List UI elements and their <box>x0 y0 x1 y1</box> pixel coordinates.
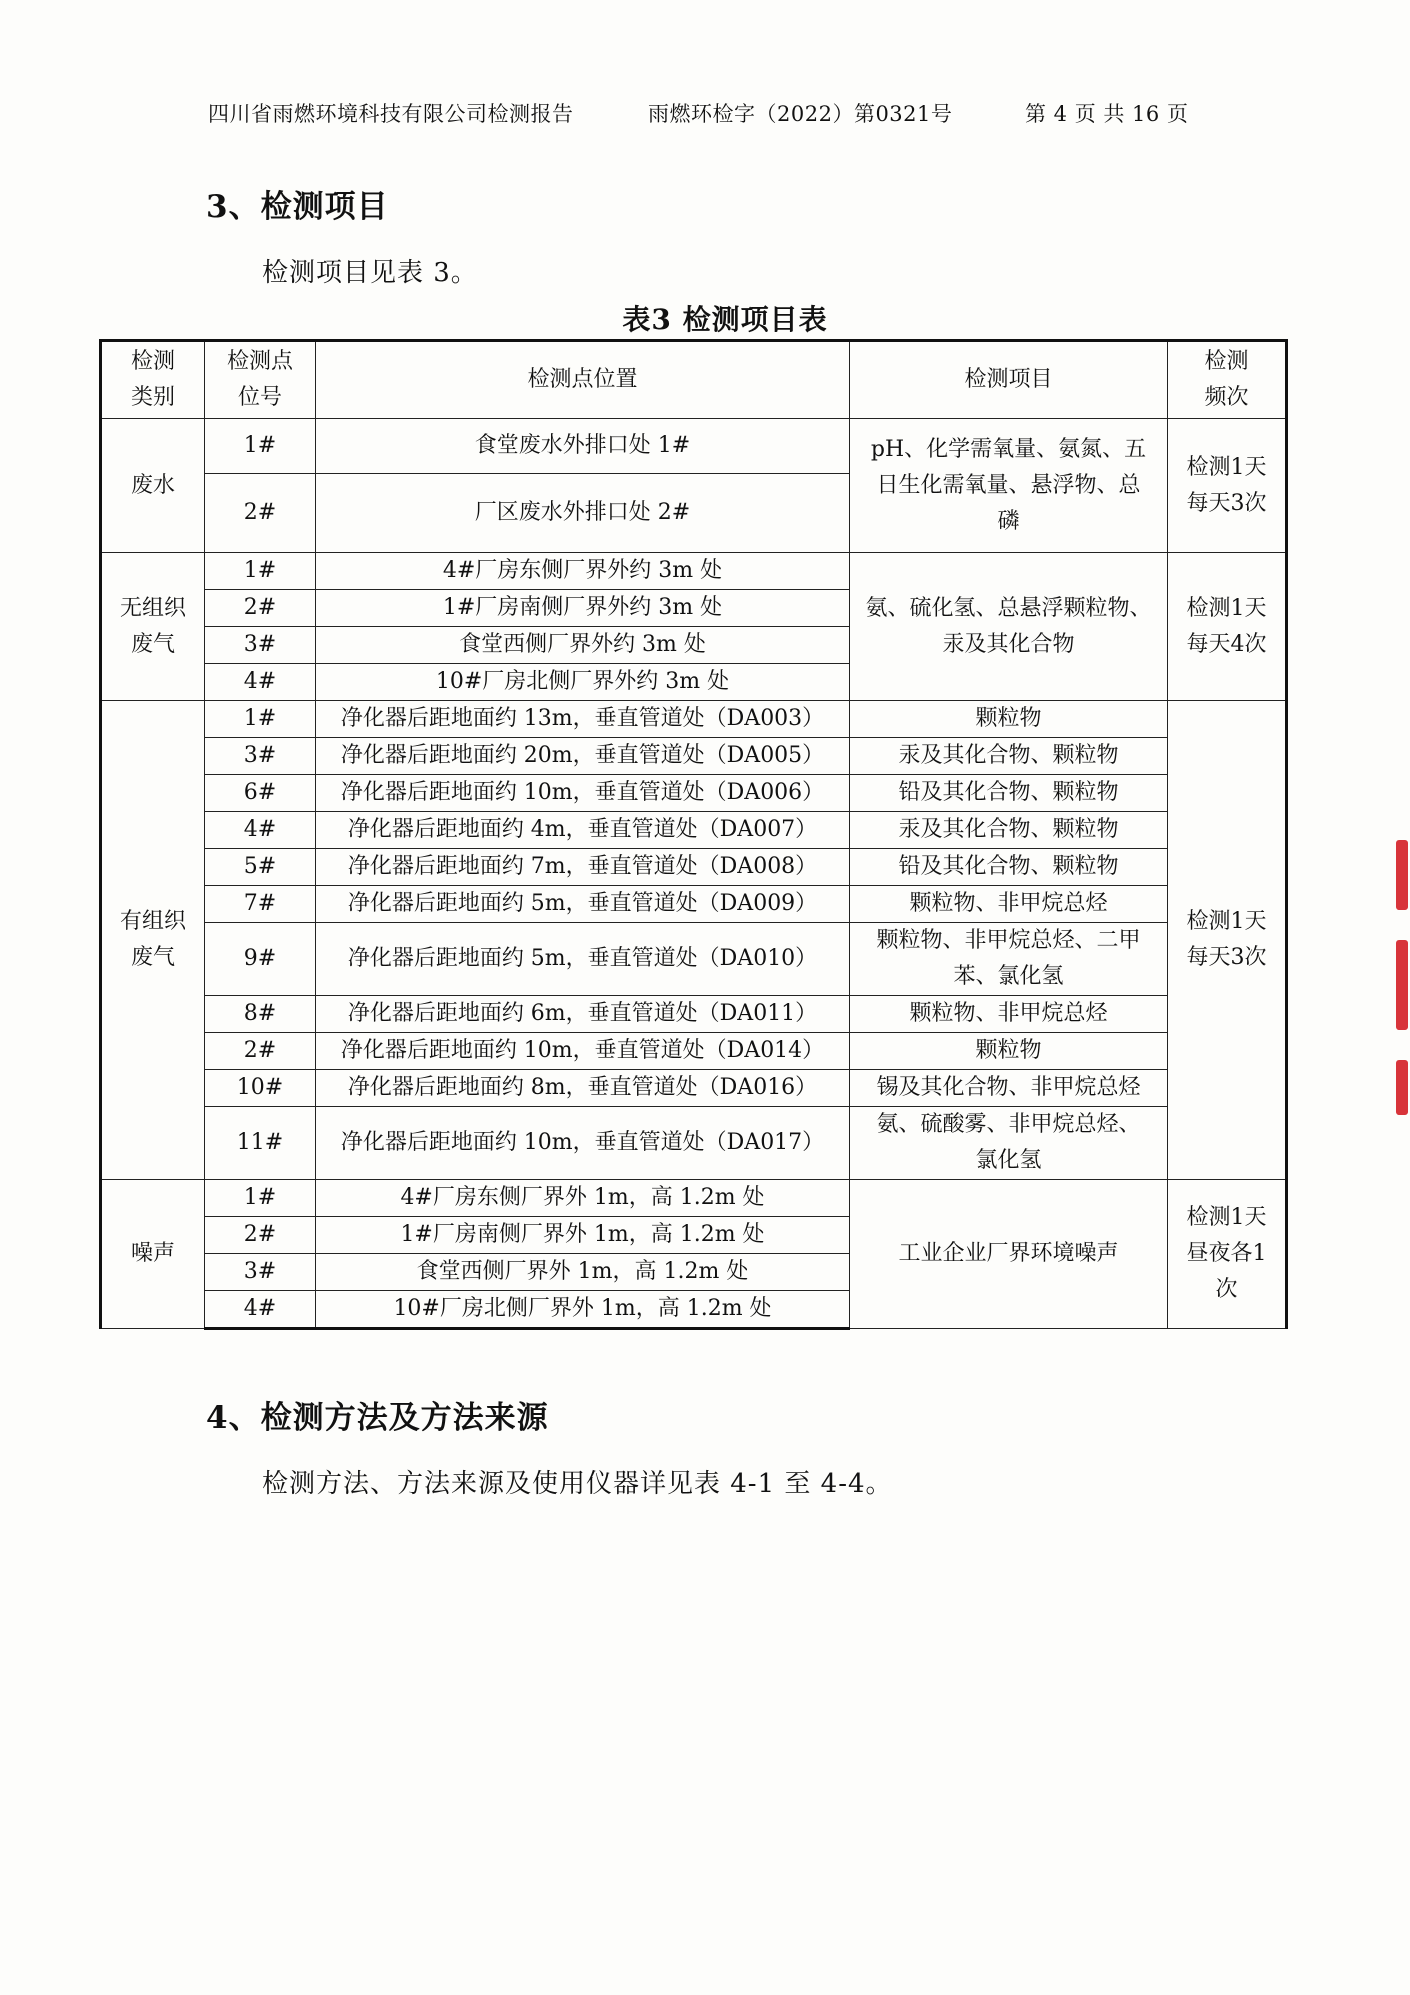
location-cell: 食堂西侧厂界外约 3m 处 <box>316 627 850 664</box>
items-cell <box>850 775 1168 812</box>
table-row <box>101 419 1287 474</box>
category-cell-line: 废气 <box>130 945 175 970</box>
header-frequency-line: 频次 <box>1204 385 1249 410</box>
category-cell-line: 有组织 <box>119 909 186 934</box>
items-cell-line: 日生化需氧量、悬浮物、总 <box>876 472 1141 498</box>
items-cell <box>850 701 1168 738</box>
table-header-row <box>101 341 1287 419</box>
point-no-cell: 2# <box>205 1033 316 1070</box>
items-cell <box>850 1107 1168 1180</box>
point-no-cell: 1# <box>205 553 316 590</box>
table-row <box>101 1180 1287 1217</box>
header-category <box>101 341 205 419</box>
location-cell: 净化器后距地面约 5m，垂直管道处（DA010） <box>316 923 850 996</box>
location-cell: 净化器后距地面约 10m，垂直管道处（DA017） <box>316 1107 850 1180</box>
point-no-cell: 1# <box>205 701 316 738</box>
items-cell-line: 汞及其化合物、颗粒物 <box>898 743 1119 768</box>
section-4-title: 4、检测方法及方法来源 <box>206 1400 549 1436</box>
location-cell: 净化器后距地面约 13m，垂直管道处（DA003） <box>316 701 850 738</box>
frequency-cell-line: 每天3次 <box>1186 945 1267 970</box>
location-cell: 10#厂房北侧厂界外 1m，高 1.2m 处 <box>316 1291 850 1329</box>
items-cell-line: 颗粒物、非甲烷总烃 <box>909 1001 1108 1026</box>
items-cell <box>850 419 1168 553</box>
category-cell <box>101 1180 205 1329</box>
location-cell: 4#厂房东侧厂界外约 3m 处 <box>316 553 850 590</box>
frequency-cell-line: 昼夜各1 <box>1186 1241 1267 1266</box>
frequency-cell-line: 次 <box>1215 1277 1238 1302</box>
header-point-no <box>205 341 316 419</box>
items-cell-line: 氨、硫化氢、总悬浮颗粒物、 <box>865 595 1152 621</box>
table-row <box>101 775 1287 812</box>
location-cell: 10#厂房北侧厂界外约 3m 处 <box>316 664 850 701</box>
table-row <box>101 996 1287 1033</box>
location-cell: 净化器后距地面约 10m，垂直管道处（DA014） <box>316 1033 850 1070</box>
items-cell-line: 颗粒物 <box>975 1038 1042 1063</box>
header-page-number: 第 4 页 共 16 页 <box>1025 102 1189 126</box>
category-cell <box>101 553 205 701</box>
table-row <box>101 553 1287 590</box>
point-no-cell: 4# <box>205 1291 316 1329</box>
items-cell-line: 锡及其化合物、非甲烷总烃 <box>876 1075 1141 1100</box>
table-row <box>101 701 1287 738</box>
section-4-intro: 检测方法、方法来源及使用仪器详见表 4-1 至 4-4。 <box>262 1469 893 1499</box>
frequency-cell-line: 每天3次 <box>1186 490 1267 516</box>
location-cell: 1#厂房南侧厂界外约 3m 处 <box>316 590 850 627</box>
point-no-cell: 3# <box>205 627 316 664</box>
point-no-cell: 8# <box>205 996 316 1033</box>
category-cell <box>101 419 205 553</box>
point-no-cell: 6# <box>205 775 316 812</box>
items-cell <box>850 923 1168 996</box>
frequency-cell-line: 检测1天 <box>1186 454 1267 480</box>
items-cell <box>850 996 1168 1033</box>
frequency-cell <box>1168 419 1287 553</box>
items-cell <box>850 886 1168 923</box>
red-seal-edge <box>1394 840 1410 1120</box>
location-cell: 食堂废水外排口处 1# <box>316 419 850 474</box>
items-cell-line: 工业企业厂界环境噪声 <box>898 1241 1119 1266</box>
items-cell-line: 磷 <box>997 508 1020 534</box>
point-no-cell: 3# <box>205 1254 316 1291</box>
section-3-intro: 检测项目见表 3。 <box>262 258 478 288</box>
header-category-line: 检测 <box>130 349 175 374</box>
section-3-title: 3、检测项目 <box>206 189 389 225</box>
point-no-cell: 7# <box>205 886 316 923</box>
table-row <box>101 1033 1287 1070</box>
point-no-cell: 3# <box>205 738 316 775</box>
items-cell-line: 汞及其化合物 <box>942 631 1075 657</box>
items-cell <box>850 812 1168 849</box>
table-row <box>101 1070 1287 1107</box>
items-cell <box>850 1180 1168 1329</box>
items-cell <box>850 1070 1168 1107</box>
point-no-cell: 4# <box>205 812 316 849</box>
point-no-cell: 1# <box>205 1180 316 1217</box>
point-no-cell: 5# <box>205 849 316 886</box>
point-no-cell: 11# <box>205 1107 316 1180</box>
frequency-cell <box>1168 701 1287 1180</box>
point-no-cell: 1# <box>205 419 316 474</box>
items-cell-line: 铅及其化合物、颗粒物 <box>898 854 1119 879</box>
frequency-cell-line: 检测1天 <box>1186 595 1267 621</box>
header-category-line: 类别 <box>130 385 175 410</box>
frequency-cell-line: 检测1天 <box>1186 1205 1267 1230</box>
location-cell: 净化器后距地面约 6m，垂直管道处（DA011） <box>316 996 850 1033</box>
location-cell: 净化器后距地面约 7m，垂直管道处（DA008） <box>316 849 850 886</box>
header-frequency <box>1168 341 1287 419</box>
frequency-cell-line: 每天4次 <box>1186 631 1267 657</box>
items-cell <box>850 1033 1168 1070</box>
items-cell-line: 苯、氯化氢 <box>953 964 1064 989</box>
header-company: 四川省雨燃环境科技有限公司检测报告 <box>208 102 574 126</box>
category-cell <box>101 701 205 1180</box>
point-no-cell: 4# <box>205 664 316 701</box>
table-caption: 表3 检测项目表 <box>622 303 828 336</box>
table-row <box>101 849 1287 886</box>
items-cell <box>850 553 1168 701</box>
table-row <box>101 812 1287 849</box>
location-cell: 净化器后距地面约 10m，垂直管道处（DA006） <box>316 775 850 812</box>
table-row <box>101 923 1287 996</box>
location-cell: 净化器后距地面约 4m，垂直管道处（DA007） <box>316 812 850 849</box>
location-cell: 食堂西侧厂界外 1m，高 1.2m 处 <box>316 1254 850 1291</box>
category-cell-line: 废气 <box>130 631 175 657</box>
point-no-cell: 10# <box>205 1070 316 1107</box>
table-row <box>101 886 1287 923</box>
header-report-number: 雨燃环检字（2022）第0321号 <box>648 102 953 126</box>
items-cell-line: 颗粒物、非甲烷总烃 <box>909 891 1108 916</box>
items-cell-line: 氨、硫酸雾、非甲烷总烃、 <box>876 1112 1141 1137</box>
items-cell-line: pH、化学需氧量、氨氮、五 <box>870 436 1147 462</box>
point-no-cell: 2# <box>205 1217 316 1254</box>
items-cell-line: 铅及其化合物、颗粒物 <box>898 780 1119 805</box>
items-cell-line: 氯化氢 <box>975 1148 1042 1173</box>
frequency-cell <box>1168 553 1287 701</box>
table-row <box>101 1107 1287 1180</box>
point-no-cell: 2# <box>205 474 316 553</box>
items-cell <box>850 738 1168 775</box>
header-items: 检测项目 <box>850 341 1168 419</box>
header-frequency-line: 检测 <box>1204 349 1249 374</box>
frequency-cell <box>1168 1180 1287 1329</box>
items-cell <box>850 849 1168 886</box>
table-row <box>101 738 1287 775</box>
items-cell-line: 颗粒物、非甲烷总烃、二甲 <box>876 928 1141 953</box>
location-cell: 4#厂房东侧厂界外 1m，高 1.2m 处 <box>316 1180 850 1217</box>
header-point-no-line: 检测点 <box>226 349 293 374</box>
header-location: 检测点位置 <box>316 341 850 419</box>
location-cell: 净化器后距地面约 8m，垂直管道处（DA016） <box>316 1070 850 1107</box>
point-no-cell: 9# <box>205 923 316 996</box>
point-no-cell: 2# <box>205 590 316 627</box>
category-cell-line: 废水 <box>130 472 175 498</box>
location-cell: 1#厂房南侧厂界外 1m，高 1.2m 处 <box>316 1217 850 1254</box>
location-cell: 厂区废水外排口处 2# <box>316 474 850 553</box>
frequency-cell-line: 检测1天 <box>1186 909 1267 934</box>
category-cell-line: 噪声 <box>130 1241 175 1266</box>
detection-items-table <box>99 339 1288 1330</box>
category-cell-line: 无组织 <box>119 595 186 621</box>
location-cell: 净化器后距地面约 5m，垂直管道处（DA009） <box>316 886 850 923</box>
location-cell: 净化器后距地面约 20m，垂直管道处（DA005） <box>316 738 850 775</box>
items-cell-line: 颗粒物 <box>975 706 1042 731</box>
header-point-no-line: 位号 <box>237 385 282 410</box>
items-cell-line: 汞及其化合物、颗粒物 <box>898 817 1119 842</box>
